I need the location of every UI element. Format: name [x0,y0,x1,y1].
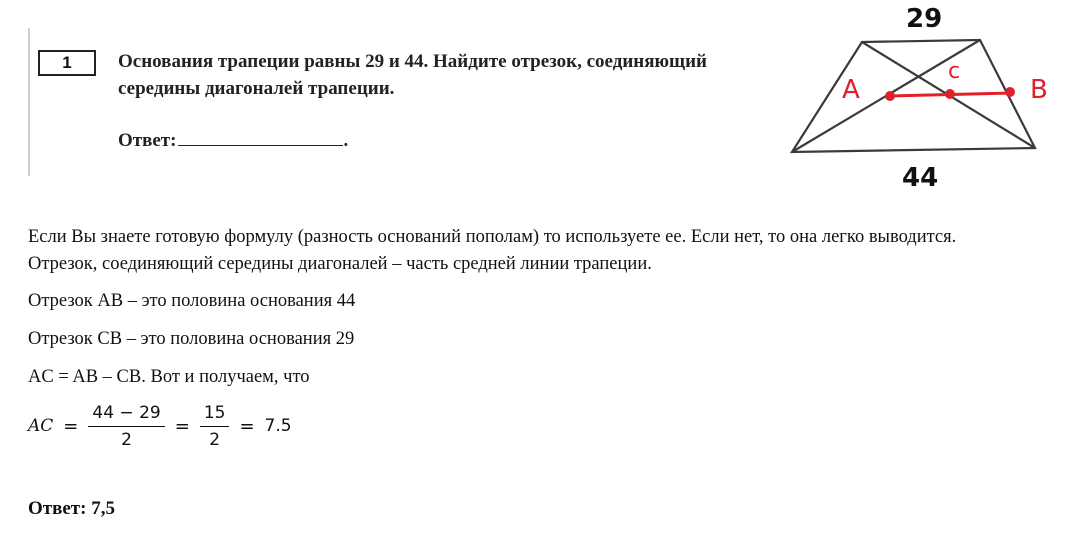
label-c: c [948,59,961,84]
fraction-2-numerator: 15 [200,403,230,427]
fraction-2-denominator: 2 [209,429,221,450]
formula-eq-2: = [174,415,190,437]
solution-paragraph-1 [28,224,1028,278]
point-a-dot [885,91,895,101]
formula-result: 7.5 [264,416,292,436]
task-card [28,28,788,176]
formula [28,398,292,454]
p1-mark: ) [532,227,540,247]
answer-blank[interactable] [178,129,343,146]
p1-text-end: то используете ее. Если нет, то она легко выводится. Отрезок, соединяющий середины диагоналей – часть средней линии трапеции. [28,227,957,274]
answer-label: Ответ: [118,130,177,151]
label-a: A [842,75,860,105]
fraction-2 [200,403,230,450]
answer-line [118,129,348,152]
answer-end: . [343,130,349,151]
label-44: 44 [902,163,939,193]
point-c-dot [945,89,955,99]
card-edge [28,28,30,176]
formula-lhs: AC [28,416,54,436]
solution-paragraph-3: Отрезок CB – это половина основания 29 [28,329,355,349]
task-number-box: 1 [38,50,96,76]
fraction-1 [88,403,164,450]
formula-eq-1: = [63,415,79,437]
point-b-dot [1005,87,1015,97]
label-b: B [1030,75,1048,105]
final-answer: Ответ: 7,5 [28,498,115,519]
formula-eq-3: = [239,415,255,437]
label-29: 29 [906,4,943,34]
task-text: Основания трапеции равны 29 и 44. Найдите отрезок, соединяющий середины диагоналей трапеции. [118,51,707,99]
fraction-1-denominator: 2 [121,429,132,450]
trapezoid-figure [780,0,1080,200]
solution-paragraph-4: AC = AB – CB. Вот и получаем, что [28,367,310,387]
fraction-1-numerator: 44 − 29 [88,403,164,427]
p1-text-start: Если Вы знаете готовую формулу (разность оснований пополам [28,227,533,247]
solution-paragraph-2: Отрезок AB – это половина основания 44 [28,291,356,311]
solution-text [28,224,1048,387]
